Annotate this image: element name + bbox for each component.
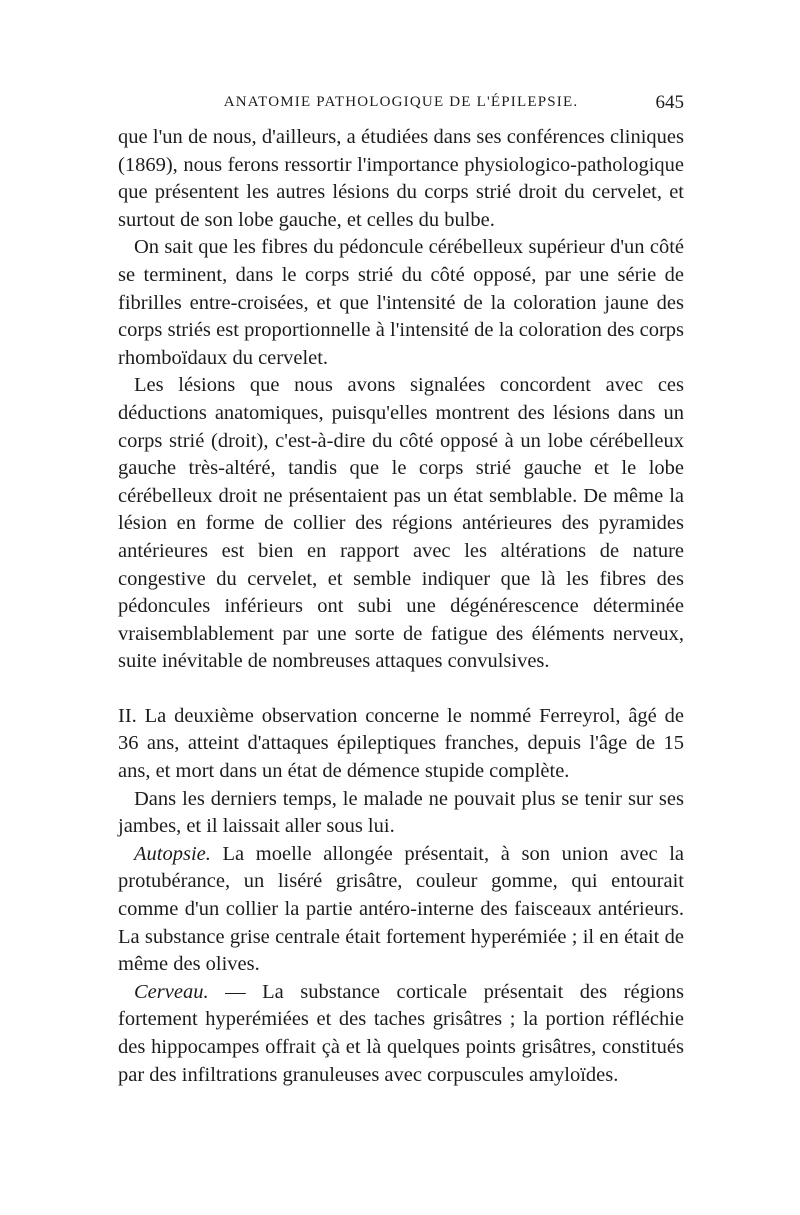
brain-text: — La substance corticale présentait des régions fortement hyperémiées et des taches grisâtres ; la portion réfléchie des hippocampes offrait çà et là quelques points grisâtres, constitués par des infiltrations granuleuses avec corpuscules amyloïdes.: [118, 980, 684, 1086]
brain-heading: Cerveau.: [134, 980, 209, 1003]
running-header: [118, 94, 684, 120]
paragraph-lesions: Les lésions que nous avons signalées concordent avec ces déductions anatomiques, puisqu'elles montrent des lésions dans un corps strié (droit), c'est-à-dire du côté opposé à un lobe cérébelleux gauche très-altéré, tandis que le corps strié gauche et le lobe cérébelleux droit ne présentaient pas un état semblable. De même la lésion en forme de collier des régions antérieures des pyramides antérieures est bien en rapport avec les altérations de nature congestive du cervelet, et semble indiquer que là les fibres des pédoncules inférieurs ont subi une dégénérescence déterminée vraisemblablement par une sorte de fatigue des éléments nerveux, suite inévitable de nombreuses attaques convulsives.: [118, 374, 684, 673]
paragraph-continuation: que l'un de nous, d'ailleurs, a étudiées dans ses conférences cliniques (1869), nous ferons ressortir l'importance physiologico-pathologique que présentent les autres lésions du corps strié droit du cervelet, et surtout de son lobe gauche, et celles du bulbe.: [118, 126, 684, 231]
autopsy-heading: Autopsie.: [134, 842, 211, 865]
running-title: ANATOMIE PATHOLOGIQUE DE L'ÉPILEPSIE.: [223, 94, 579, 110]
body-text: [118, 124, 684, 1089]
paragraph-last-days: Dans les derniers temps, le malade ne pouvait plus se tenir sur ses jambes, et il laissait aller sous lui.: [118, 787, 684, 838]
paragraph-brain: [118, 979, 684, 1089]
paragraph-fibres: On sait que les fibres du pédoncule cérébelleux supérieur d'un côté se terminent, dans le corps strié du côté opposé, par une série de fibrilles entre-croisées, et que l'intensité de la coloration jaune des corps striés est proportionnelle à l'intensité de la coloration des corps rhomboïdaux du cervelet.: [118, 236, 684, 369]
paragraph-observation-2: II. La deuxième observation concerne le nommé Ferreyrol, âgé de 36 ans, atteint d'attaques épileptiques franches, depuis l'âge de 15 ans, et mort dans un état de démence stupide complète.: [118, 704, 684, 783]
page-number: 645: [655, 92, 684, 113]
autopsy-text: La moelle allongée présentait, à son union avec la protubérance, un liséré grisâtre, couleur gomme, qui entourait comme d'un collier la partie antéro-interne des faisceaux antérieurs. La substance grise centrale était fortement hyperémiée ; il en était de même des olives.: [118, 842, 684, 976]
paragraph-autopsy: [118, 841, 684, 979]
